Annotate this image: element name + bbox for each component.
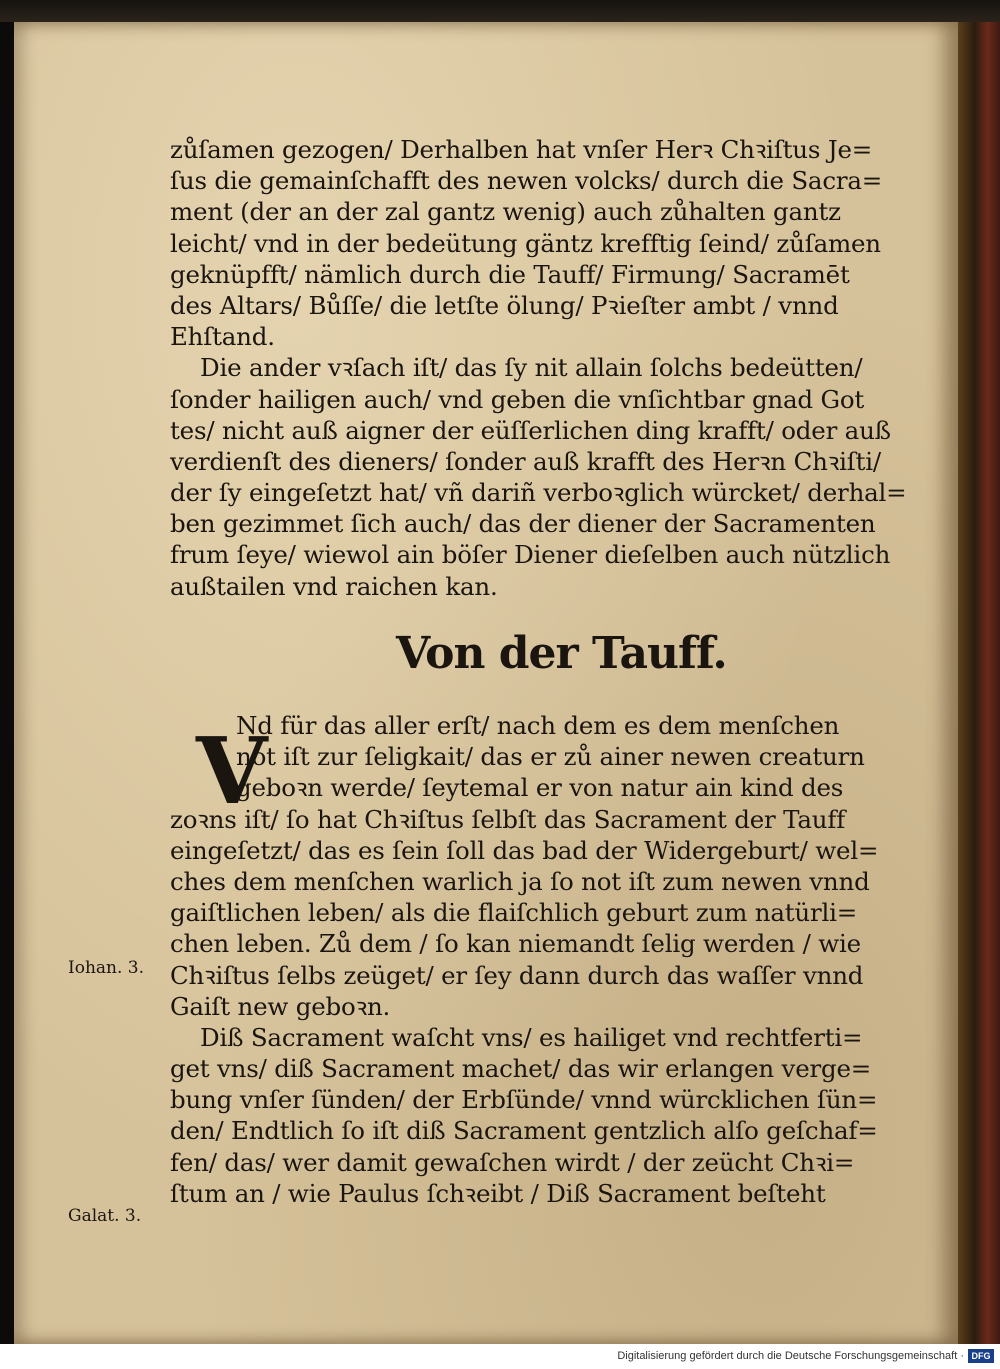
text-line: chen leben. Zů dem / ſo kan niemandt ſelig werden / wie bbox=[170, 929, 861, 959]
text-line: tes/ nicht auß aigner der eüſſerlichen ding krafft/ oder auß bbox=[170, 415, 891, 445]
funding-credit: Digitalisierung gefördert durch die Deutsche Forschungsgemeinschaft · bbox=[617, 1350, 964, 1362]
text-line: eingeſetzt/ das es ſein ſoll das bad der Widergeburt/ wel= bbox=[170, 835, 879, 865]
text-line: frum ſeye/ wiewol ain böſer Diener dieſelben auch nützlich bbox=[170, 540, 891, 570]
text-line: Chꝛiſtus ſelbs zeüget/ er ſey dann durch das waſſer vnnd bbox=[170, 960, 864, 990]
text-line: ſtum an / wie Paulus ſchꝛeibt / Diß Sacrament beſteht bbox=[170, 1178, 826, 1208]
text-line: Diß Sacrament waſcht vns/ es hailiget vnd rechtferti= bbox=[200, 1022, 863, 1052]
text-line: Die ander vꝛſach iſt/ das ſy nit allain ſolchs bedeütten/ bbox=[200, 353, 863, 383]
text-line: zoꝛns iſt/ ſo hat Chꝛiſtus ſelbſt das Sacrament der Tauff bbox=[170, 804, 846, 834]
text-line: Ehſtand. bbox=[170, 322, 275, 352]
text-line: geknüpfft/ nämlich durch die Tauff/ Firmung/ Sacramēt bbox=[170, 259, 850, 289]
text-line: den/ Endtlich ſo iſt diß Sacrament gentzlich alſo geſchaf= bbox=[170, 1116, 878, 1146]
text-line: leicht/ vnd in der bedeütung gäntz krefftig ſeind/ zůſamen bbox=[170, 228, 881, 258]
text-line: fen/ das/ wer damit gewaſchen wirdt / der zeücht Chꝛi= bbox=[170, 1147, 855, 1177]
text-block-upper bbox=[170, 134, 907, 602]
text-line: ment (der an der zal gantz wenig) auch zůhalten gantz bbox=[170, 197, 841, 227]
book-cover-edge bbox=[958, 22, 1000, 1344]
text-line: ben gezimmet ſich auch/ das der diener der Sacramenten bbox=[170, 509, 876, 539]
text-line: gaiſtlichen leben/ als die flaiſchlich geburt zum natürli= bbox=[170, 898, 858, 928]
text-block-lower bbox=[170, 710, 890, 1209]
section-heading: Von der Tauff. bbox=[396, 628, 727, 679]
text-line: not iſt zur ſeligkait/ das er zů ainer newen creaturn bbox=[236, 742, 865, 772]
text-line: get vns/ diß Sacrament machet/ das wir erlangen verge= bbox=[170, 1054, 872, 1084]
margin-note: Iohan. 3. bbox=[68, 958, 145, 978]
text-line: zůſamen gezogen/ Derhalben hat vnſer Herꝛ Chꝛiſtus Je= bbox=[170, 135, 873, 164]
book-spine-shadow bbox=[0, 0, 1000, 22]
text-line: ſonder hailigen auch/ vnd geben die vnſichtbar gnad Got bbox=[170, 384, 865, 414]
text-line: der ſy eingeſetzt hat/ vñ dariñ verboꝛglich würcket/ derhal= bbox=[170, 478, 907, 508]
text-line: verdienſt des dieners/ ſonder auß krafft des Herꝛn Chꝛiſti/ bbox=[170, 446, 881, 476]
text-line: geboꝛn werde/ ſeytemal er von natur ain kind des bbox=[236, 773, 844, 803]
text-line: Gaiſt new geboꝛn. bbox=[170, 991, 391, 1021]
dfg-logo: DFG bbox=[968, 1349, 994, 1363]
text-line: ches dem menſchen warlich ja ſo not iſt zum newen vnnd bbox=[170, 866, 870, 896]
decorated-initial: V bbox=[196, 717, 268, 825]
text-line: bung vnſer ſünden/ der Erbſünde/ vnnd würcklichen ſün= bbox=[170, 1085, 878, 1115]
text-line: des Altars/ Bůſſe/ die letſte ölung/ Pꝛieſter ambt / vnnd bbox=[170, 290, 839, 320]
text-line: ſus die gemainſchafft des newen volcks/ durch die Sacra= bbox=[170, 166, 883, 196]
text-line: außtailen vnd raichen kan. bbox=[170, 571, 498, 601]
margin-note: Galat. 3. bbox=[68, 1206, 142, 1226]
text-line: Nd für das aller erſt/ nach dem es dem menſchen bbox=[236, 711, 840, 740]
